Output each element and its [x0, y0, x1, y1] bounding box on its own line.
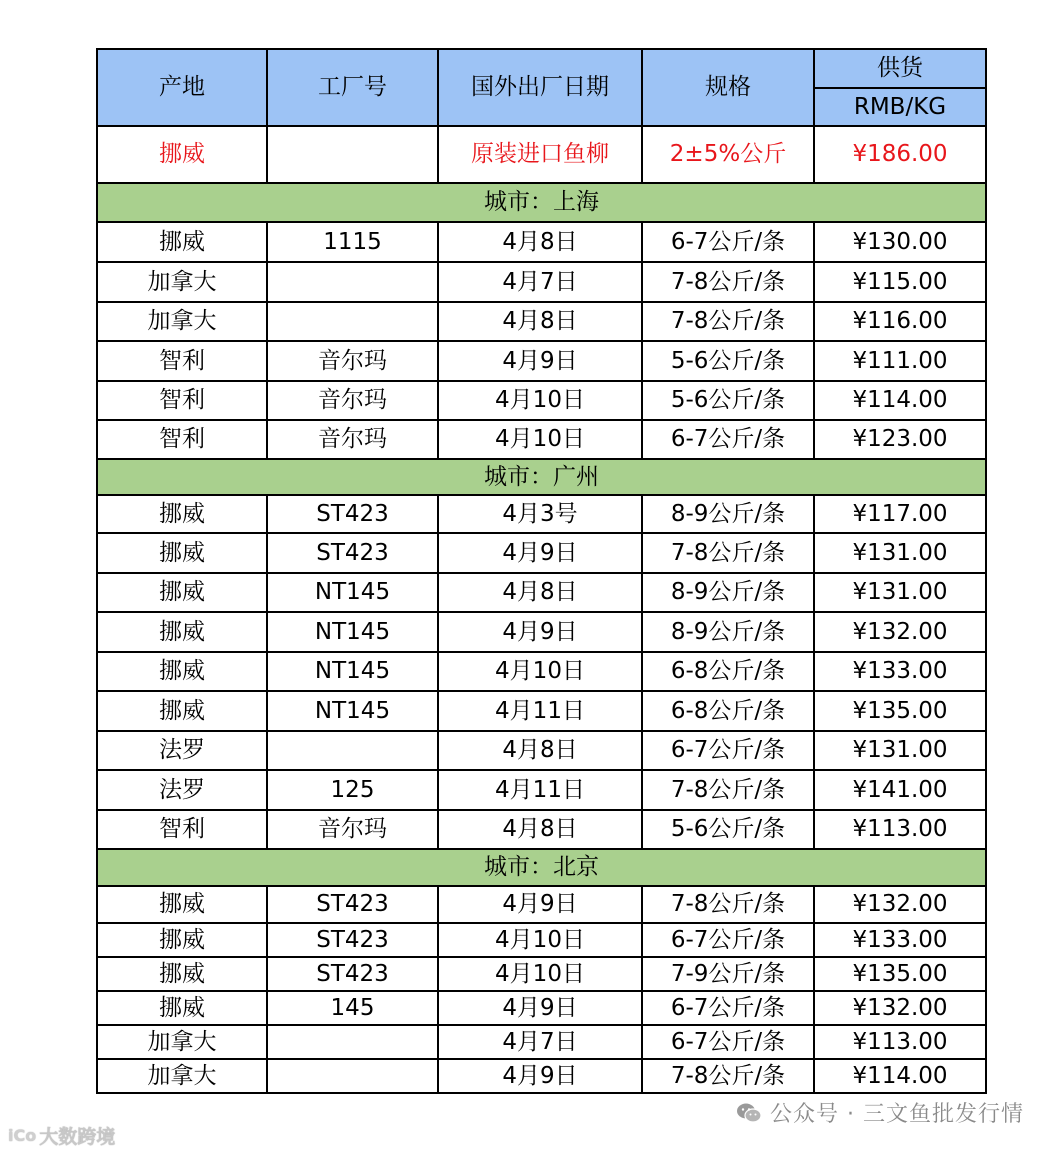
cell-factory: 145	[267, 991, 438, 1025]
header-spec: 规格	[642, 49, 814, 126]
cell-spec: 6-7公斤/条	[642, 731, 814, 770]
cell-date: 4月9日	[438, 341, 642, 381]
cell-factory	[267, 262, 438, 302]
cell-price: ¥131.00	[814, 731, 986, 770]
cell-price: ¥133.00	[814, 923, 986, 957]
table-row	[97, 691, 986, 731]
cell-price: ¥132.00	[814, 991, 986, 1025]
brand-logo	[8, 1122, 115, 1149]
table-row	[97, 262, 986, 302]
city-label: 城市：北京	[97, 849, 986, 886]
cell-spec: 8-9公斤/条	[642, 573, 814, 612]
cell-origin: 挪威	[97, 652, 267, 691]
header-unit: RMB/KG	[814, 88, 986, 126]
cell-origin: 加拿大	[97, 1059, 267, 1093]
cell-spec: 6-7公斤/条	[642, 923, 814, 957]
cell-origin: 智利	[97, 341, 267, 381]
city-label: 城市：广州	[97, 459, 986, 495]
cell-factory	[267, 1059, 438, 1093]
cell-origin: 法罗	[97, 770, 267, 810]
cell-factory: 1115	[267, 222, 438, 262]
cell-spec: 7-8公斤/条	[642, 302, 814, 341]
cell-spec: 7-8公斤/条	[642, 262, 814, 302]
cell-factory	[267, 731, 438, 770]
cell-date: 4月7日	[438, 262, 642, 302]
cell-price: ¥132.00	[814, 886, 986, 923]
logo-text: 大数跨境	[39, 1126, 116, 1148]
cell-spec: 8-9公斤/条	[642, 612, 814, 652]
table-row	[97, 886, 986, 923]
cell-date: 4月8日	[438, 810, 642, 849]
cell-spec: 6-7公斤/条	[642, 1025, 814, 1059]
cell-origin: 挪威	[97, 957, 267, 991]
cell-origin: 挪威	[97, 923, 267, 957]
cell-price: ¥131.00	[814, 533, 986, 573]
cell-price: ¥123.00	[814, 420, 986, 459]
cell-origin: 智利	[97, 420, 267, 459]
cell-spec: 7-8公斤/条	[642, 533, 814, 573]
cell-price: ¥117.00	[814, 495, 986, 533]
cell-price: ¥130.00	[814, 222, 986, 262]
cell-factory: NT145	[267, 691, 438, 731]
cell-factory: 音尔玛	[267, 341, 438, 381]
cell-origin: 智利	[97, 810, 267, 849]
cell-factory: ST423	[267, 533, 438, 573]
table-row	[97, 573, 986, 612]
cell-origin: 挪威	[97, 222, 267, 262]
cell-price: ¥113.00	[814, 1025, 986, 1059]
header-row	[97, 49, 986, 88]
cell-date: 4月9日	[438, 991, 642, 1025]
cell-date: 4月10日	[438, 923, 642, 957]
cell-origin: 挪威	[97, 612, 267, 652]
cell-price: ¥115.00	[814, 262, 986, 302]
cell-factory: 音尔玛	[267, 381, 438, 420]
logo-mark: iCo	[8, 1126, 37, 1145]
watermark-text: 公众号 · 三文鱼批发行情	[770, 1102, 1024, 1127]
cell-spec: 6-7公斤/条	[642, 991, 814, 1025]
cell-date: 4月10日	[438, 652, 642, 691]
table-row	[97, 1025, 986, 1059]
cell-price: ¥114.00	[814, 381, 986, 420]
cell-date: 4月8日	[438, 731, 642, 770]
cell-price: ¥133.00	[814, 652, 986, 691]
cell-price: ¥114.00	[814, 1059, 986, 1093]
cell-origin: 法罗	[97, 731, 267, 770]
table-row	[97, 923, 986, 957]
cell-price: ¥113.00	[814, 810, 986, 849]
cell-date: 4月9日	[438, 886, 642, 923]
header-origin: 产地	[97, 49, 267, 126]
city-row	[97, 459, 986, 495]
table-row	[97, 533, 986, 573]
promo-origin: 挪威	[97, 126, 267, 183]
cell-factory: ST423	[267, 495, 438, 533]
cell-origin: 挪威	[97, 495, 267, 533]
cell-date: 4月9日	[438, 533, 642, 573]
cell-date: 4月8日	[438, 573, 642, 612]
table-row	[97, 420, 986, 459]
cell-date: 4月9日	[438, 1059, 642, 1093]
cell-spec: 7-8公斤/条	[642, 770, 814, 810]
cell-price: ¥111.00	[814, 341, 986, 381]
cell-origin: 加拿大	[97, 302, 267, 341]
cell-spec: 6-8公斤/条	[642, 691, 814, 731]
cell-spec: 7-9公斤/条	[642, 957, 814, 991]
cell-factory: NT145	[267, 652, 438, 691]
cell-spec: 6-8公斤/条	[642, 652, 814, 691]
cell-factory: 音尔玛	[267, 420, 438, 459]
cell-spec: 5-6公斤/条	[642, 381, 814, 420]
table-row	[97, 652, 986, 691]
cell-factory: 音尔玛	[267, 810, 438, 849]
cell-factory: ST423	[267, 886, 438, 923]
table-row	[97, 770, 986, 810]
cell-spec: 6-7公斤/条	[642, 420, 814, 459]
cell-price: ¥131.00	[814, 573, 986, 612]
header-factory: 工厂号	[267, 49, 438, 126]
cell-origin: 加拿大	[97, 1025, 267, 1059]
cell-spec: 7-8公斤/条	[642, 1059, 814, 1093]
cell-spec: 5-6公斤/条	[642, 810, 814, 849]
table-row	[97, 991, 986, 1025]
city-label: 城市：上海	[97, 183, 986, 222]
cell-date: 4月11日	[438, 770, 642, 810]
table-row	[97, 302, 986, 341]
cell-spec: 7-8公斤/条	[642, 886, 814, 923]
promo-price: ¥186.00	[814, 126, 986, 183]
cell-origin: 智利	[97, 381, 267, 420]
cell-date: 4月10日	[438, 957, 642, 991]
cell-origin: 挪威	[97, 691, 267, 731]
wechat-watermark	[736, 1097, 1024, 1128]
cell-factory	[267, 302, 438, 341]
header-supply: 供货	[814, 49, 986, 88]
cell-price: ¥135.00	[814, 691, 986, 731]
cell-price: ¥132.00	[814, 612, 986, 652]
cell-factory: ST423	[267, 923, 438, 957]
table-row	[97, 495, 986, 533]
cell-factory	[267, 1025, 438, 1059]
cell-factory: ST423	[267, 957, 438, 991]
cell-spec: 8-9公斤/条	[642, 495, 814, 533]
cell-factory: NT145	[267, 612, 438, 652]
cell-date: 4月10日	[438, 381, 642, 420]
cell-price: ¥141.00	[814, 770, 986, 810]
cell-factory: 125	[267, 770, 438, 810]
cell-origin: 挪威	[97, 573, 267, 612]
table-row	[97, 1059, 986, 1093]
cell-date: 4月3号	[438, 495, 642, 533]
cell-price: ¥116.00	[814, 302, 986, 341]
cell-origin: 挪威	[97, 886, 267, 923]
promo-row	[97, 126, 986, 183]
promo-spec: 2±5%公斤	[642, 126, 814, 183]
cell-date: 4月9日	[438, 612, 642, 652]
table-row	[97, 731, 986, 770]
table-row	[97, 810, 986, 849]
cell-date: 4月10日	[438, 420, 642, 459]
promo-date: 原装进口鱼柳	[438, 126, 642, 183]
table-row	[97, 957, 986, 991]
table-row	[97, 381, 986, 420]
wechat-icon	[736, 1102, 762, 1124]
cell-spec: 6-7公斤/条	[642, 222, 814, 262]
cell-date: 4月8日	[438, 302, 642, 341]
cell-date: 4月11日	[438, 691, 642, 731]
cell-origin: 挪威	[97, 533, 267, 573]
header-date: 国外出厂日期	[438, 49, 642, 126]
price-table	[96, 48, 987, 1094]
cell-date: 4月7日	[438, 1025, 642, 1059]
table-row	[97, 341, 986, 381]
cell-price: ¥135.00	[814, 957, 986, 991]
cell-date: 4月8日	[438, 222, 642, 262]
cell-origin: 加拿大	[97, 262, 267, 302]
city-row	[97, 849, 986, 886]
city-row	[97, 183, 986, 222]
table-row	[97, 612, 986, 652]
cell-origin: 挪威	[97, 991, 267, 1025]
cell-factory: NT145	[267, 573, 438, 612]
cell-spec: 5-6公斤/条	[642, 341, 814, 381]
table-row	[97, 222, 986, 262]
promo-factory	[267, 126, 438, 183]
